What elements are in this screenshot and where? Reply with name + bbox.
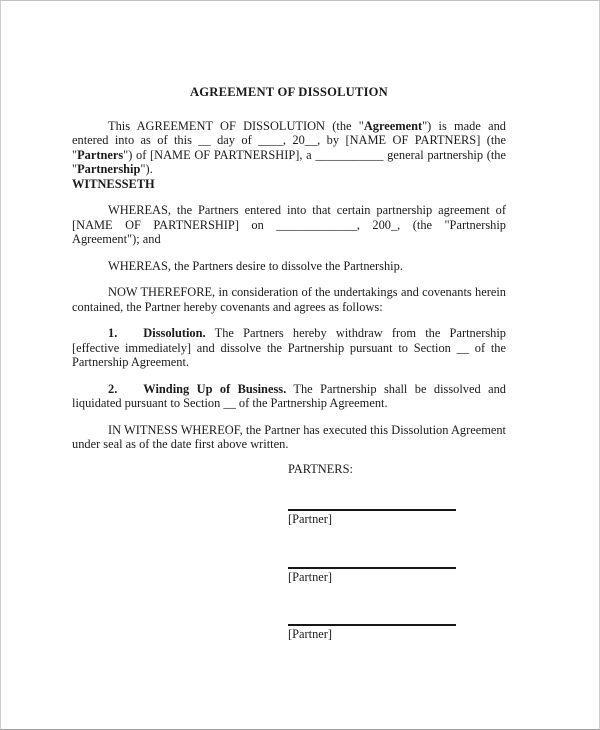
section-2-body: The Partnership shall be dissolved and liquidated pursuant to Section __ of the Partnership Agreement. bbox=[72, 381, 506, 410]
partner-label: [Partner] bbox=[288, 569, 333, 584]
document-title: AGREEMENT OF DISSOLUTION bbox=[190, 85, 388, 99]
partner-label: [Partner] bbox=[288, 512, 333, 526]
witnesseth-heading: WITNESSETH bbox=[72, 176, 155, 191]
section-1-paragraph bbox=[72, 326, 506, 370]
whereas-paragraph-1: WHEREAS, the Partners entered into that certain partnership agreement of [NAME OF PARTNERSHIP] on _____________, 200_, (the "Partnership Agreement"); and bbox=[72, 203, 506, 246]
whereas-paragraph-2: WHEREAS, the Partners desire to dissolve the Partnership. bbox=[108, 258, 403, 273]
signature-block bbox=[288, 567, 456, 585]
intro-paragraph bbox=[72, 119, 506, 177]
defined-term-partnership: Partnership bbox=[77, 162, 141, 176]
defined-term-agreement: Agreement bbox=[363, 118, 423, 133]
witness-clause-paragraph: IN WITNESS WHEREOF, the Partner has executed this Dissolution Agreement under seal as of the date first above written. bbox=[72, 422, 506, 451]
section-1-heading: Dissolution. bbox=[143, 326, 206, 340]
partner-label: [Partner] bbox=[288, 627, 333, 641]
intro-text-4: "). bbox=[140, 162, 153, 176]
section-2-number: 2. bbox=[108, 381, 118, 396]
section-1-body: The Partners hereby withdraw from the Partnership [effective immediately] and dissolve the Partnership pursuant to Section __ of the Partnership Agreement. bbox=[72, 326, 506, 369]
intro-text-1: This AGREEMENT OF DISSOLUTION (the " bbox=[108, 118, 364, 133]
now-therefore-paragraph: NOW THEREFORE, in consideration of the undertakings and covenants herein contained, the Partner hereby covenants and agrees as follows: bbox=[72, 285, 506, 314]
defined-term-partners: Partners bbox=[77, 147, 124, 162]
section-1-number: 1. bbox=[108, 326, 118, 340]
document-content bbox=[72, 85, 506, 642]
partners-heading: PARTNERS: bbox=[288, 461, 353, 476]
intro-text-3: ") of [NAME OF PARTNERSHIP], a ___________ general partnership (the " bbox=[72, 147, 506, 176]
section-2-heading: Winding Up of Business. bbox=[143, 381, 287, 396]
signature-block bbox=[288, 624, 456, 642]
intro-text-2: ") is made and entered into as of this __ day of ____, 20__, by [NAME OF PARTNERS] (the " bbox=[72, 118, 506, 162]
signature-block bbox=[288, 509, 456, 527]
section-2-paragraph bbox=[72, 382, 506, 411]
